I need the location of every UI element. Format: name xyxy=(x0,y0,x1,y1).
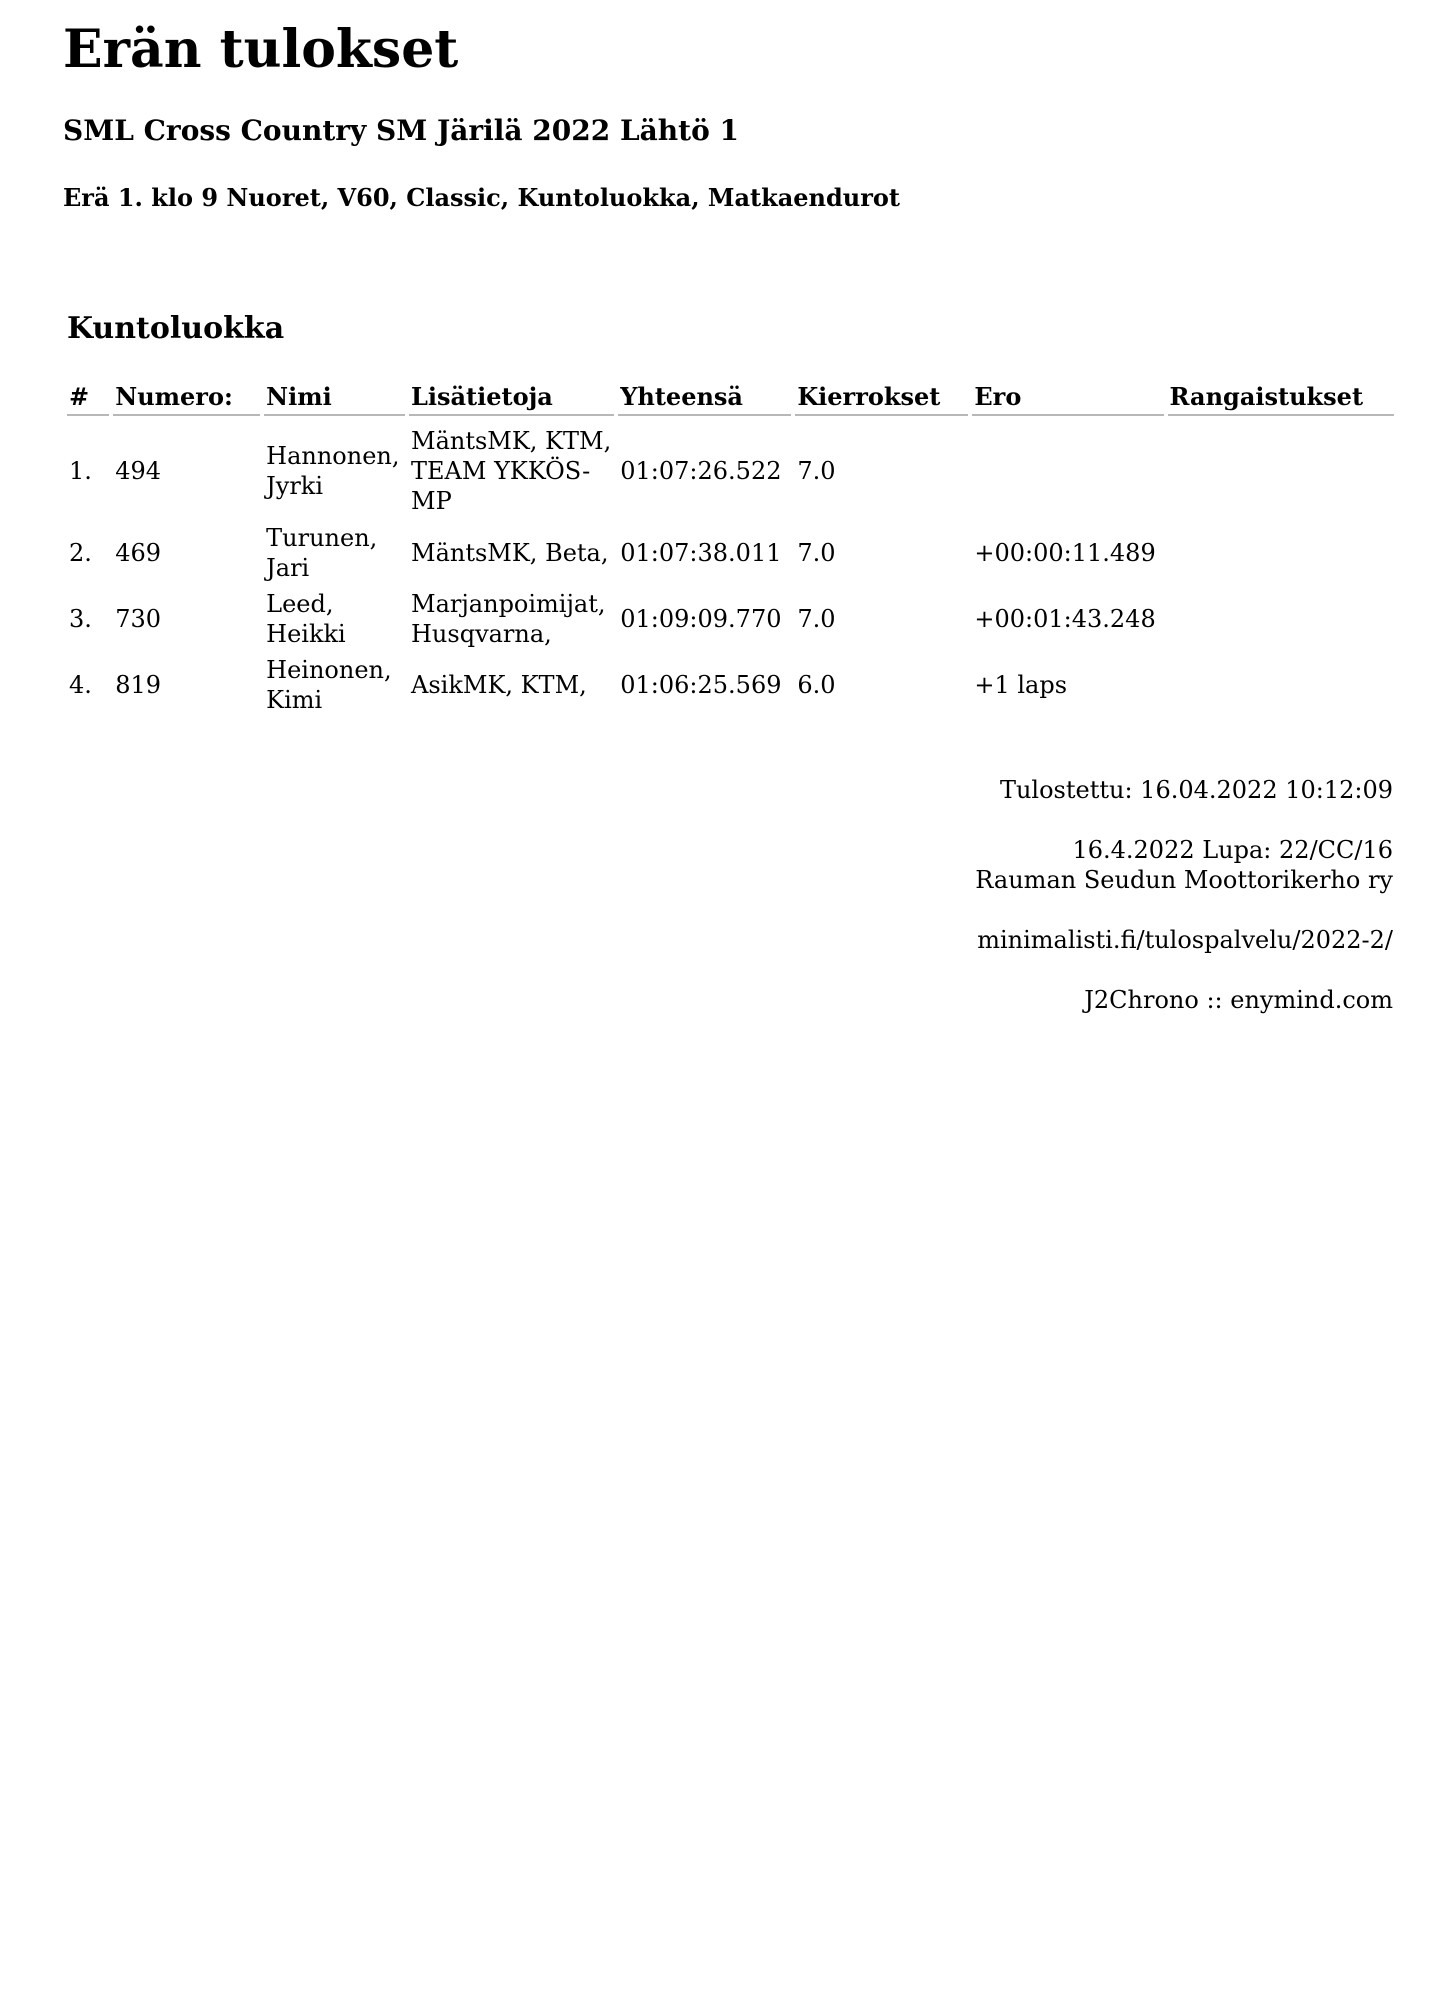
cell-number: 819 xyxy=(115,671,162,699)
cell-penalties xyxy=(1168,652,1394,718)
event-subtitle: SML Cross Country SM Järilä 2022 Lähtö 1 xyxy=(63,114,739,147)
cell-position: 4. xyxy=(69,671,92,699)
page-footer xyxy=(975,775,1393,1015)
software-credit: J2Chrono :: enymind.com xyxy=(1084,986,1393,1014)
cell-number: 730 xyxy=(115,605,162,633)
cell-name: Hannonen, Jyrki xyxy=(266,442,400,500)
cell-laps: 7.0 xyxy=(797,539,836,567)
printed-timestamp: Tulostettu: 16.04.2022 10:12:09 xyxy=(999,776,1393,804)
results-url: minimalisti.fi/tulospalvelu/2022-2/ xyxy=(977,926,1393,954)
header-info: Lisätietoja xyxy=(409,378,614,416)
results-table xyxy=(63,378,1398,718)
cell-laps: 7.0 xyxy=(797,605,836,633)
cell-name: Heinonen, Kimi xyxy=(266,656,392,714)
table-row xyxy=(67,416,1394,520)
header-diff: Ero xyxy=(972,378,1163,416)
page-title: Erän tulokset xyxy=(63,19,459,80)
cell-total: 01:07:26.522 xyxy=(620,457,782,485)
cell-total: 01:09:09.770 xyxy=(620,605,782,633)
class-heading: Kuntoluokka xyxy=(67,311,285,346)
cell-info: MäntsMK, Beta, xyxy=(411,539,609,567)
cell-number: 469 xyxy=(115,539,162,567)
table-row xyxy=(67,652,1394,718)
heat-heading: Erä 1. klo 9 Nuoret, V60, Classic, Kuntoluokka, Matkaendurot xyxy=(63,183,900,212)
header-position: # xyxy=(67,378,109,416)
cell-laps: 6.0 xyxy=(797,671,836,699)
header-total: Yhteensä xyxy=(618,378,791,416)
header-name: Nimi xyxy=(264,378,405,416)
table-header-row xyxy=(67,378,1394,416)
organizer-club: Rauman Seudun Moottorikerho ry xyxy=(975,866,1393,894)
cell-position: 2. xyxy=(69,539,92,567)
cell-info: Marjanpoimijat, Husqvarna, xyxy=(411,590,606,648)
cell-total: 01:07:38.011 xyxy=(620,539,782,567)
cell-penalties xyxy=(1168,586,1394,652)
cell-diff: +1 laps xyxy=(974,671,1068,699)
cell-info: AsikMK, KTM, xyxy=(411,671,587,699)
table-row xyxy=(67,520,1394,586)
cell-info: MäntsMK, KTM, TEAM YKKÖS-MP xyxy=(411,427,612,515)
cell-diff xyxy=(972,416,1163,520)
cell-total: 01:06:25.569 xyxy=(620,671,782,699)
cell-position: 1. xyxy=(69,457,92,485)
cell-name: Turunen, Jari xyxy=(266,524,378,582)
cell-penalties xyxy=(1168,416,1394,520)
table-row xyxy=(67,586,1394,652)
cell-diff: +00:00:11.489 xyxy=(974,539,1156,567)
header-number: Numero: xyxy=(113,378,260,416)
cell-number: 494 xyxy=(115,457,162,485)
cell-name: Leed, Heikki xyxy=(266,590,346,648)
header-penalties: Rangaistukset xyxy=(1168,378,1394,416)
cell-position: 3. xyxy=(69,605,92,633)
header-laps: Kierrokset xyxy=(795,378,968,416)
permit-line: 16.4.2022 Lupa: 22/CC/16 xyxy=(1072,836,1393,864)
cell-laps: 7.0 xyxy=(797,457,836,485)
cell-diff: +00:01:43.248 xyxy=(974,605,1156,633)
cell-penalties xyxy=(1168,520,1394,586)
